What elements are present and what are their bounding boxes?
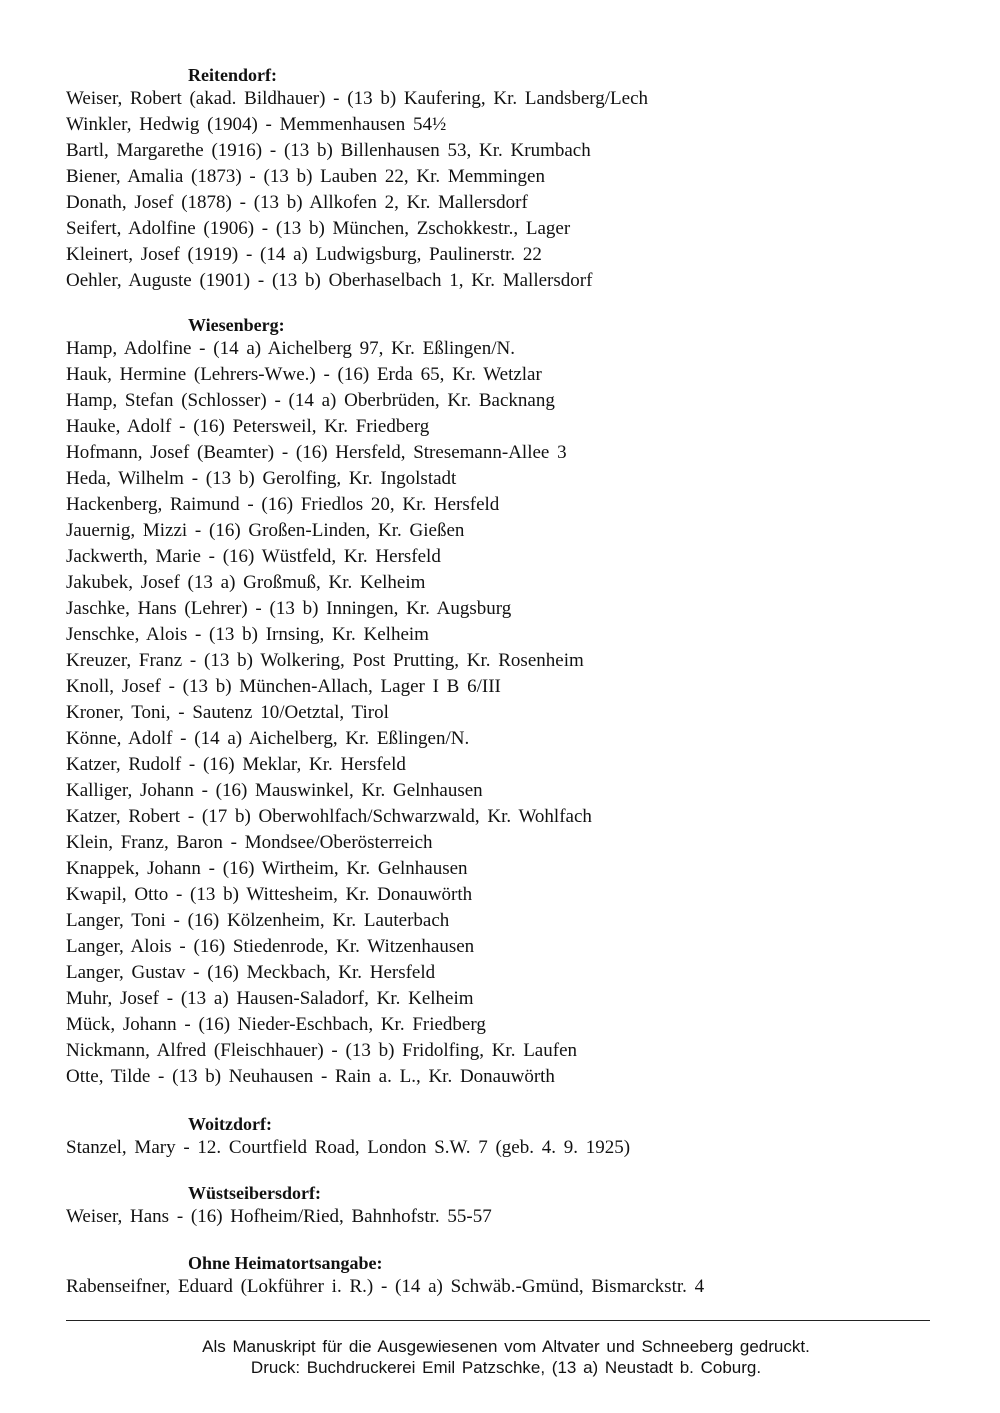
list-entry: Seifert, Adolfine (1906) - (13 b) München, Zschokkestr., Lager (66, 218, 571, 239)
list-entry: Biener, Amalia (1873) - (13 b) Lauben 22, Kr. Memmingen (66, 166, 545, 187)
list-entry: Mück, Johann - (16) Nieder-Eschbach, Kr. Friedberg (66, 1014, 486, 1035)
list-entry: Klein, Franz, Baron - Mondsee/Oberösterreich (66, 832, 433, 853)
list-entry: Katzer, Robert - (17 b) Oberwohlfach/Schwarzwald, Kr. Wohlfach (66, 806, 592, 827)
list-entry: Bartl, Margarethe (1916) - (13 b) Billenhausen 53, Kr. Krumbach (66, 140, 591, 161)
section-reitendorf (66, 64, 946, 294)
footer-divider (66, 1320, 930, 1321)
list-entry: Jenschke, Alois - (13 b) Irnsing, Kr. Kelheim (66, 624, 429, 645)
section-wiesenberg (66, 314, 946, 1090)
list-entry: Langer, Alois - (16) Stiedenrode, Kr. Witzenhausen (66, 936, 475, 957)
section-ohne-heimatortsangabe (66, 1252, 946, 1300)
list-entry: Oehler, Auguste (1901) - (13 b) Oberhaselbach 1, Kr. Mallersdorf (66, 270, 593, 291)
list-entry: Jackwerth, Marie - (16) Wüstfeld, Kr. Hersfeld (66, 546, 441, 567)
list-entry: Kreuzer, Franz - (13 b) Wolkering, Post Prutting, Kr. Rosenheim (66, 650, 584, 671)
list-entry: Könne, Adolf - (14 a) Aichelberg, Kr. Eßlingen/N. (66, 728, 470, 749)
list-entry: Langer, Gustav - (16) Meckbach, Kr. Hersfeld (66, 962, 436, 983)
list-entry: Knoll, Josef - (13 b) München-Allach, Lager I B 6/III (66, 676, 501, 697)
list-entry: Nickmann, Alfred (Fleischhauer) - (13 b) Fridolfing, Kr. Laufen (66, 1040, 578, 1061)
list-entry: Otte, Tilde - (13 b) Neuhausen - Rain a. L., Kr. Donauwörth (66, 1066, 555, 1087)
section-heading: Woitzdorf: (188, 1114, 272, 1134)
list-entry: Knappek, Johann - (16) Wirtheim, Kr. Gelnhausen (66, 858, 468, 879)
list-entry: Langer, Toni - (16) Kölzenheim, Kr. Lauterbach (66, 910, 450, 931)
section-heading: Ohne Heimatortsangabe: (188, 1253, 383, 1273)
list-entry: Hauke, Adolf - (16) Petersweil, Kr. Friedberg (66, 416, 430, 437)
list-entry: Weiser, Robert (akad. Bildhauer) - (13 b) Kaufering, Kr. Landsberg/Lech (66, 88, 649, 109)
printer-line: Druck: Buchdruckerei Emil Patzschke, (13 a) Neustadt b. Coburg. (250, 1358, 762, 1377)
list-entry: Hamp, Stefan (Schlosser) - (14 a) Oberbrüden, Kr. Backnang (66, 390, 555, 411)
list-entry: Katzer, Rudolf - (16) Meklar, Kr. Hersfeld (66, 754, 406, 775)
list-entry: Jauernig, Mizzi - (16) Großen-Linden, Kr. Gießen (66, 520, 465, 541)
list-entry: Muhr, Josef - (13 a) Hausen-Saladorf, Kr. Kelheim (66, 988, 474, 1009)
list-entry: Jaschke, Hans (Lehrer) - (13 b) Inningen, Kr. Augsburg (66, 598, 512, 619)
section-heading: Wüstseibersdorf: (188, 1183, 321, 1203)
section-heading: Wiesenberg: (188, 315, 285, 335)
list-entry: Hackenberg, Raimund - (16) Friedlos 20, Kr. Hersfeld (66, 494, 500, 515)
section-wuestseibersdorf (66, 1182, 946, 1230)
list-entry: Hauk, Hermine (Lehrers-Wwe.) - (16) Erda 65, Kr. Wetzlar (66, 364, 542, 385)
list-entry: Stanzel, Mary - 12. Courtfield Road, London S.W. 7 (geb. 4. 9. 1925) (66, 1137, 631, 1158)
list-entry: Heda, Wilhelm - (13 b) Gerolfing, Kr. Ingolstadt (66, 468, 457, 489)
list-entry: Kalliger, Johann - (16) Mauswinkel, Kr. Gelnhausen (66, 780, 483, 801)
imprint-line: Als Manuskript für die Ausgewiesenen vom Altvater und Schneeberg gedruckt. (202, 1337, 810, 1356)
list-entry: Jakubek, Josef (13 a) Großmuß, Kr. Kelheim (66, 572, 426, 593)
list-entry: Kleinert, Josef (1919) - (14 a) Ludwigsburg, Paulinerstr. 22 (66, 244, 542, 265)
list-entry: Hofmann, Josef (Beamter) - (16) Hersfeld, Stresemann-Allee 3 (66, 442, 567, 463)
list-entry: Hamp, Adolfine - (14 a) Aichelberg 97, Kr. Eßlingen/N. (66, 338, 515, 359)
section-heading: Reitendorf: (188, 65, 277, 85)
list-entry: Donath, Josef (1878) - (13 b) Allkofen 2, Kr. Mallersdorf (66, 192, 528, 213)
imprint-footer (66, 1336, 946, 1378)
list-entry: Kwapil, Otto - (13 b) Wittesheim, Kr. Donauwörth (66, 884, 473, 905)
list-entry: Weiser, Hans - (16) Hofheim/Ried, Bahnhofstr. 55-57 (66, 1206, 492, 1227)
list-entry: Winkler, Hedwig (1904) - Memmenhausen 54½ (66, 114, 447, 135)
section-woitzdorf (66, 1113, 946, 1161)
list-entry: Kroner, Toni, - Sautenz 10/Oetztal, Tirol (66, 702, 389, 723)
list-entry: Rabenseifner, Eduard (Lokführer i. R.) - (14 a) Schwäb.-Gmünd, Bismarckstr. 4 (66, 1276, 705, 1297)
